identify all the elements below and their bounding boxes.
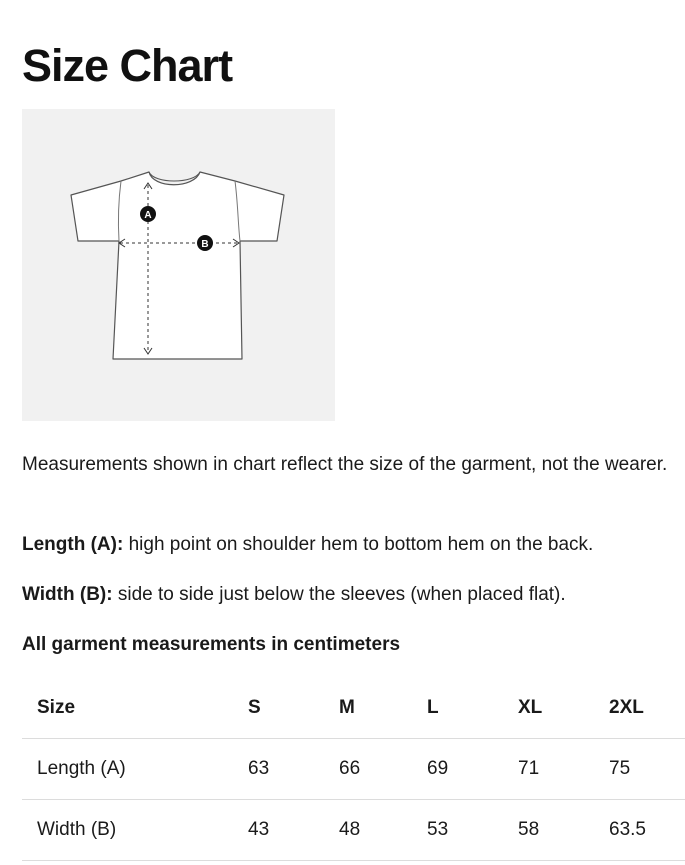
- table-row: [22, 800, 685, 861]
- row-label: Length (A): [22, 739, 248, 800]
- header-xl: XL: [518, 678, 609, 739]
- table-cell: 63: [248, 739, 339, 800]
- page-title: Size Chart: [22, 40, 233, 91]
- table-cell: 43: [248, 800, 339, 861]
- table-cell: 75: [609, 739, 685, 800]
- neckline: [149, 172, 200, 181]
- marker-a-label: A: [144, 210, 152, 221]
- length-label: Length (A):: [22, 534, 124, 555]
- length-description: [22, 530, 685, 560]
- width-text: side to side just below the sleeves (when placed flat).: [112, 584, 566, 605]
- length-text: high point on shoulder hem to bottom hem on the back.: [123, 534, 594, 555]
- marker-b-label: B: [201, 239, 209, 250]
- table-cell: 63.5: [609, 800, 685, 861]
- header-s: S: [248, 678, 339, 739]
- measurement-intro: Measurements shown in chart reflect the size of the garment, not the wearer.: [22, 454, 668, 475]
- header-m: M: [339, 678, 427, 739]
- tshirt-diagram: [22, 109, 335, 421]
- table-header-row: [22, 678, 685, 739]
- width-description: [22, 580, 685, 610]
- table-cell: 69: [427, 739, 518, 800]
- tshirt-outline: [71, 172, 284, 359]
- table-row: [22, 739, 685, 800]
- header-l: L: [427, 678, 518, 739]
- table-cell: 71: [518, 739, 609, 800]
- table-cell: 66: [339, 739, 427, 800]
- size-table: [22, 678, 685, 861]
- tshirt-illustration: [22, 109, 335, 421]
- header-size: Size: [22, 678, 248, 739]
- table-cell: 53: [427, 800, 518, 861]
- table-cell: 48: [339, 800, 427, 861]
- row-label: Width (B): [22, 800, 248, 861]
- table-cell: 58: [518, 800, 609, 861]
- width-label: Width (B):: [22, 584, 113, 605]
- units-note: All garment measurements in centimeters: [22, 634, 401, 655]
- header-2xl: 2XL: [609, 678, 685, 739]
